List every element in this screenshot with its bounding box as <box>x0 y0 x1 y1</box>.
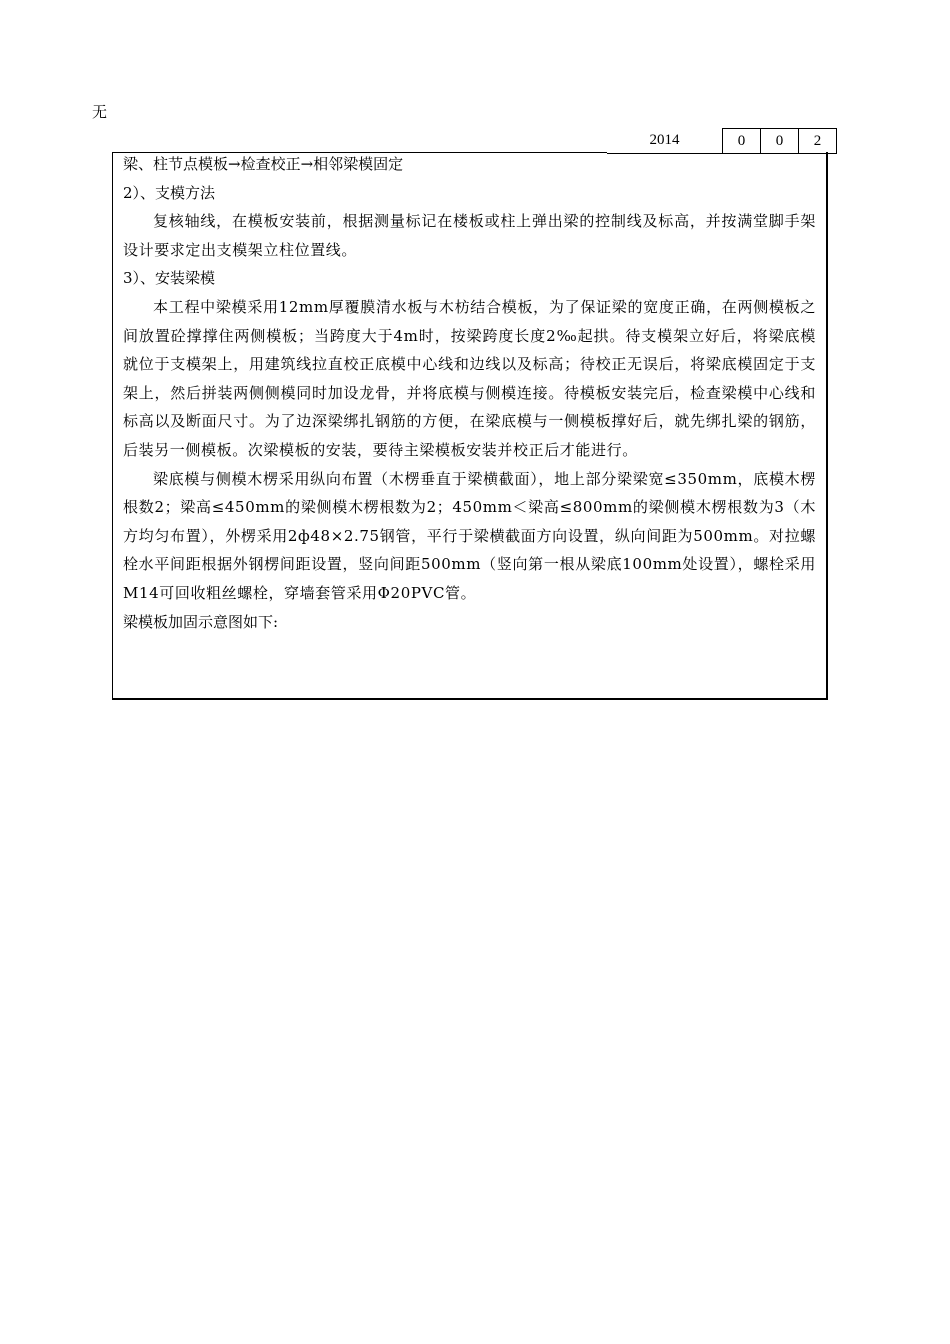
paragraph-install-beam-formwork: 本工程中梁模采用12mm厚覆膜清水板与木枋结合模板，为了保证梁的宽度正确，在两侧模板之间放置砼撑撑住两侧模板；当跨度大于4m时，按梁跨度长度2‰起拱。待支模架立好后，将梁底模就位于支模架上，用建筑线拉直校正底模中心线和边线以及标高；待校正无误后，将梁底模固定于支架上，然后拼装两侧侧模同时加设龙骨，并将底模与侧模连接。待模板安装完后，检查梁模中心线和标高以及断面尺寸。为了边深梁绑扎钢筋的方便，在梁底模与一侧模板撑好后，就先绑扎梁的钢筋，后装另一侧模板。次梁模板的安装，要待主梁模板安装并校正后才能进行。 <box>123 297 816 459</box>
closing-line: 梁模板加固示意图如下: <box>123 612 279 631</box>
section-heading-support-method: 2）、支模方法 <box>123 183 216 202</box>
code-cell-3: 2 <box>799 129 837 154</box>
paragraph-support-method: 复核轴线，在模板安装前，根据测量标记在楼板或柱上弹出梁的控制线及标高，并按满堂脚手架设计要求定出支模架立柱位置线。 <box>123 212 816 259</box>
year-cell: 2014 <box>607 129 723 154</box>
content-box <box>112 152 828 700</box>
paragraph-beam-ribs: 梁底模与侧模木楞采用纵向布置（木楞垂直于梁横截面），地上部分梁梁宽≤350mm，底模木楞根数2；梁高≤450mm的梁侧模木楞根数为2；450mm＜梁高≤800mm的梁侧模木楞根数为3（木方均匀布置），外楞采用2ф48×2.75钢管，平行于梁横截面方向设置，纵向间距为500mm。对拉螺栓水平间距根据外钢楞间距设置，竖向间距500mm（竖向第一根从梁底100mm处设置），螺栓采用M14可回收粗丝螺栓，穿墙套管采用Φ20PVC管。 <box>123 469 816 602</box>
section-heading-install-beam-formwork: 3）、安装梁模 <box>123 269 216 288</box>
corner-mark: 无 <box>92 103 108 121</box>
code-cell-2: 0 <box>761 129 799 154</box>
process-flow-line: 梁、柱节点模板→检查校正→相邻梁模固定 <box>123 155 404 173</box>
code-cell-1: 0 <box>723 129 761 154</box>
